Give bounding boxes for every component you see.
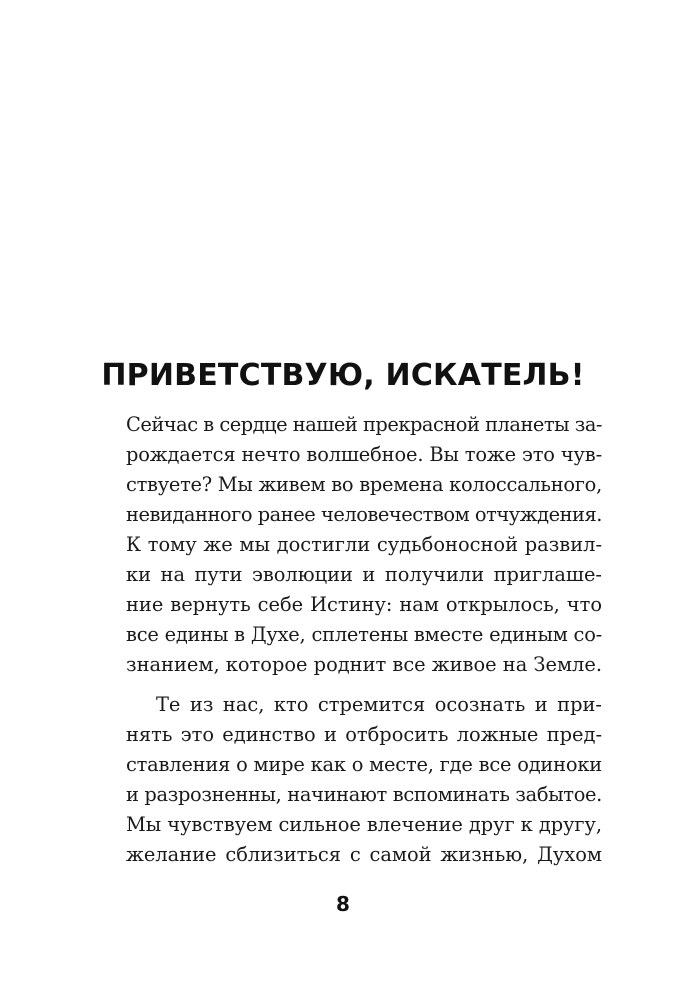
text-line: Те из нас, кто стремится осознать и при-	[156, 693, 602, 716]
page-number: 8	[336, 892, 350, 916]
paragraph-gap	[126, 680, 602, 690]
text-line: ние вернуть себе Истину: нам открылось, что	[126, 593, 602, 616]
text-line: ставления о мире как о месте, где все одиноки	[126, 753, 602, 776]
text-line: Мы чувствуем сильное влечение друг к другу,	[126, 813, 602, 836]
paragraph-1	[126, 410, 602, 680]
text-line: ствуете? Мы живем во времена колоссального,	[126, 473, 602, 496]
text-line: ки на пути эволюции и получили приглаше-	[126, 563, 602, 586]
text-line: К тому же мы достигли судьбоносной развил-	[126, 533, 602, 556]
body-text	[126, 410, 602, 870]
text-line: нять это единство и отбросить ложные пред-	[126, 723, 602, 746]
chapter-heading: ПРИВЕТСТВУЮ, ИСКАТЕЛЬ!	[101, 358, 585, 393]
text-line: все едины в Духе, сплетены вместе единым со-	[126, 623, 602, 646]
text-line: рождается нечто волшебное. Вы тоже это чув-	[126, 443, 602, 466]
text-line: Сейчас в сердце нашей прекрасной планеты за-	[126, 413, 602, 436]
text-line: и разрозненны, начинают вспоминать забытое.	[126, 783, 602, 806]
text-line: знанием, которое роднит все живое на Земле.	[126, 653, 602, 676]
paragraph-2	[126, 690, 602, 870]
text-line: невиданного ранее человечеством отчуждения.	[126, 503, 602, 526]
text-line: желание сблизиться с самой жизнью, Духом	[126, 843, 602, 866]
